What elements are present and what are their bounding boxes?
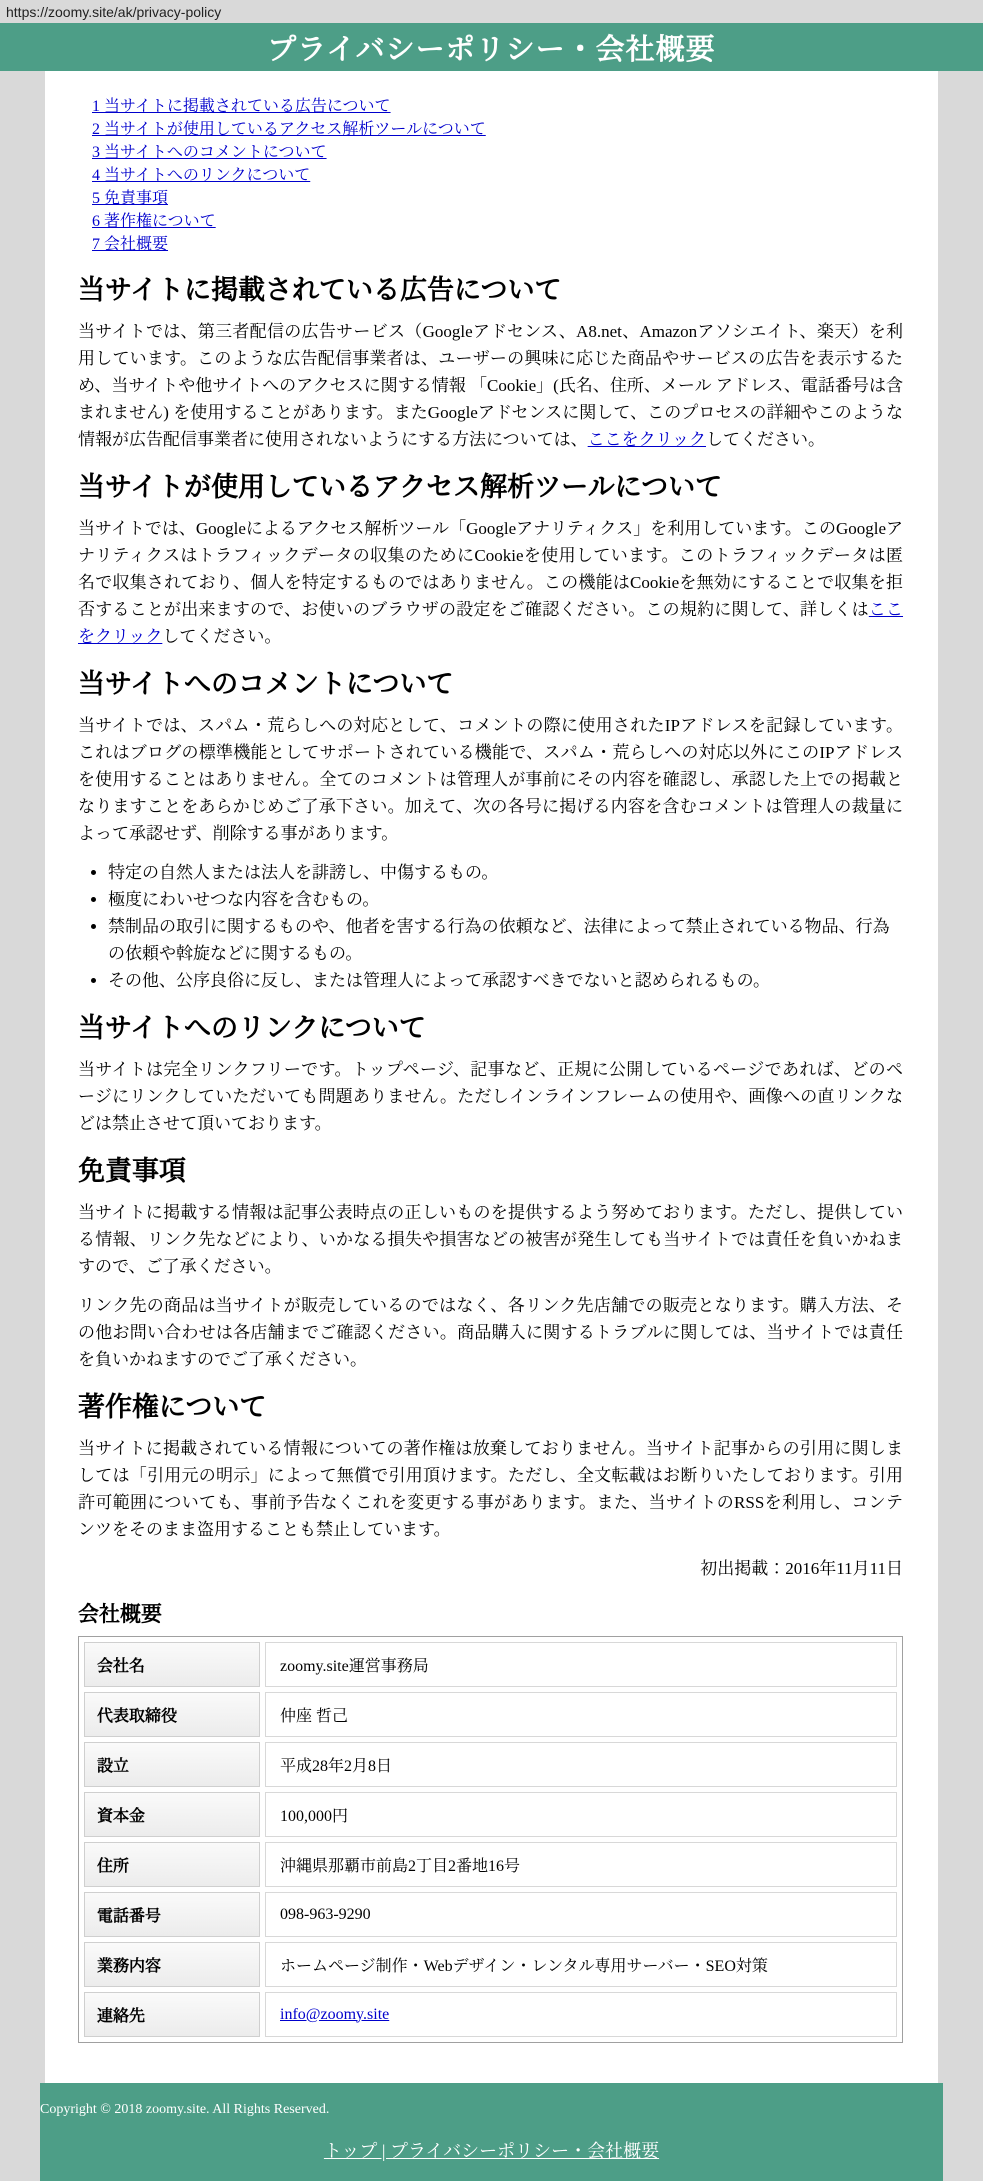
business-value: ホームページ制作・Webデザイン・レンタル専用サーバー・SEO対策 [265, 1942, 897, 1987]
section-comments-paragraph: 当サイトでは、スパム・荒らしへの対応として、コメントの際に使用されたIPアドレスを記録しています。これはブログの標準機能としてサポートされている機能で、スパム・荒らしへの対応以外にこのIPアドレスを使用することはありません。全てのコメントは管理人が事前にその内容を確認し、承認した上での掲載となりますことをあらかじめご了承下さい。加えて、次の各号に掲げる内容を含むコメントは管理人の裁量によって承認せず、削除する事があります。 [78, 716, 903, 843]
contact-value [265, 1992, 897, 2037]
business-label: 業務内容 [84, 1942, 260, 1987]
section-analytics-heading: 当サイトが使用しているアクセス解析ツールについて [78, 472, 723, 502]
ceo-value: 仲座 哲己 [265, 1692, 897, 1737]
toc-link-links[interactable]: 4 当サイトへのリンクについて [92, 167, 311, 184]
section-disclaimer-heading: 免責事項 [78, 1156, 186, 1186]
page-header [0, 23, 983, 71]
page-title: プライバシーポリシー・会社概要 [267, 33, 716, 66]
contact-label: 連絡先 [84, 1992, 260, 2037]
table-row [84, 1692, 897, 1737]
toc-link-copyright[interactable]: 6 著作権について [92, 213, 216, 230]
capital-label: 資本金 [84, 1792, 260, 1837]
section-disclaimer [78, 1155, 903, 1373]
section-ads-text-tail: してください。 [706, 430, 825, 449]
contact-email-link[interactable]: info@zoomy.site [280, 2005, 390, 2023]
first-published-date: 初出掲載：2016年11月11日 [700, 1559, 903, 1578]
address-value: 沖縄県那覇市前島2丁目2番地16号 [265, 1842, 897, 1887]
section-links-heading: 当サイトへのリンクについて [78, 1013, 427, 1043]
toc-link-analytics[interactable]: 2 当サイトが使用しているアクセス解析ツールについて [92, 121, 486, 138]
table-row [84, 1742, 897, 1787]
copyright-notice: Copyright © 2018 zoomy.site. All Rights Reserved. [40, 2102, 330, 2117]
section-links [78, 1012, 903, 1137]
table-of-contents [92, 95, 903, 256]
page-footer [40, 2083, 943, 2181]
founded-value: 平成28年2月8日 [265, 1742, 897, 1787]
browser-url[interactable]: https://zoomy.site/ak/privacy-policy [6, 4, 222, 20]
section-links-paragraph: 当サイトは完全リンクフリーです。トップページ、記事など、正規に公開しているページであれば、どのページにリンクしていただいても問題ありません。ただしインラインフレームの使用や、画像への直リンクなどは禁止させて頂いております。 [78, 1060, 903, 1133]
ads-optout-link[interactable]: ここをクリック [587, 430, 706, 449]
table-row [84, 1992, 897, 2037]
table-row [84, 1642, 897, 1687]
company-name-label: 会社名 [84, 1642, 260, 1687]
list-item: • その他、公序良俗に反し、または管理人によって承認すべきでないと認められるもの。 [108, 967, 903, 994]
footer-nav-link[interactable]: トップ | プライバシーポリシー・会社概要 [323, 2141, 660, 2161]
list-item: • 極度にわいせつな内容を含むもの。 [108, 886, 903, 913]
company-name-value: zoomy.site運営事務局 [265, 1642, 897, 1687]
section-disclaimer-paragraph-1: 当サイトに掲載する情報は記事公表時点の正しいものを提供するよう努めております。ただし、提供している情報、リンク先などにより、いかなる損失や損害などの被害が発生しても当サイトでは責任を負いかねますので、ご了承ください。 [78, 1203, 903, 1276]
founded-label: 設立 [84, 1742, 260, 1787]
toc-link-company[interactable]: 7 会社概要 [92, 236, 169, 253]
address-label: 住所 [84, 1842, 260, 1887]
section-analytics-text-tail: してください。 [162, 627, 282, 646]
section-company [78, 1602, 903, 2043]
toc-link-comments[interactable]: 3 当サイトへのコメントについて [92, 144, 327, 161]
toc-link-ads[interactable]: 1 当サイトに掲載されている広告について [92, 98, 391, 115]
section-copyright-policy [78, 1391, 903, 1582]
section-company-heading: 会社概要 [78, 1603, 162, 1626]
list-item: • 特定の自然人または法人を誹謗し、中傷するもの。 [108, 859, 903, 886]
section-analytics-text: 当サイトでは、Googleによるアクセス解析ツール「Googleアナリティクス」を利用しています。このGoogleアナリティクスはトラフィックデータの収集のためにCookieを使用しています。このトラフィックデータは匿名で収集されており、個人を特定するものではありません。この機能はCookieを無効にすることで収集を拒否することが出来ますので、お使いのブラウザの設定をご確認ください。この規約に関して、詳しくは [78, 519, 903, 619]
table-row [84, 1842, 897, 1887]
section-disclaimer-paragraph-2: リンク先の商品は当サイトが販売しているのではなく、各リンク先店舗での販売となります。購入方法、その他お問い合わせは各店舗までご確認ください。商品購入に関するトラブルに関しては、当サイトでは責任を負いかねますのでご了承ください。 [78, 1296, 903, 1369]
section-ads [78, 274, 903, 453]
toc-link-disclaimer[interactable]: 5 免責事項 [92, 190, 169, 207]
section-copyright-heading: 著作権について [78, 1392, 267, 1422]
comment-rules-list [78, 859, 903, 994]
phone-label: 電話番号 [84, 1892, 260, 1937]
company-info-table [78, 1636, 903, 2043]
section-ads-paragraph [78, 318, 903, 453]
content-area [45, 71, 938, 2083]
table-row [84, 1942, 897, 1987]
table-row [84, 1892, 897, 1937]
table-row [84, 1792, 897, 1837]
phone-value: 098-963-9290 [265, 1892, 897, 1937]
section-analytics-paragraph [78, 515, 903, 650]
section-ads-text: 当サイトでは、第三者配信の広告サービス（Googleアドセンス、A8.net、Amazonアソシエイト、楽天）を利用しています。このような広告配信事業者は、ユーザーの興味に応じた商品やサービスの広告を表示するため、当サイトや他サイトへのアクセスに関する情報 「Cookie」(氏名、住所、メール アドレス、電話番号は含まれません) を使用することがあります。またGoogleアドセンスに関して、このプロセスの詳細やこのような情報が広告配信事業者に使用されないようにする方法については、 [78, 322, 903, 449]
list-item: • 禁制品の取引に関するものや、他者を害する行為の依頼など、法律によって禁止されている物品、行為の依頼や斡旋などに関するもの。 [108, 913, 903, 967]
section-copyright-paragraph: 当サイトに掲載されている情報についての著作権は放棄しておりません。当サイト記事からの引用に関しましては「引用元の明示」によって無償で引用頂けます。ただし、全文転載はお断りいたしております。引用許可範囲についても、事前予告なくこれを変更する事があります。また、当サイトのRSSを利用し、コンテンツをそのまま盗用することも禁止しています。 [78, 1439, 903, 1539]
capital-value: 100,000円 [265, 1792, 897, 1837]
section-analytics [78, 471, 903, 650]
section-comments-heading: 当サイトへのコメントについて [78, 669, 454, 699]
analytics-terms-link[interactable]: ここをクリック [78, 600, 904, 646]
section-comments [78, 668, 903, 994]
ceo-label: 代表取締役 [84, 1692, 260, 1737]
section-ads-heading: 当サイトに掲載されている広告について [78, 275, 562, 305]
